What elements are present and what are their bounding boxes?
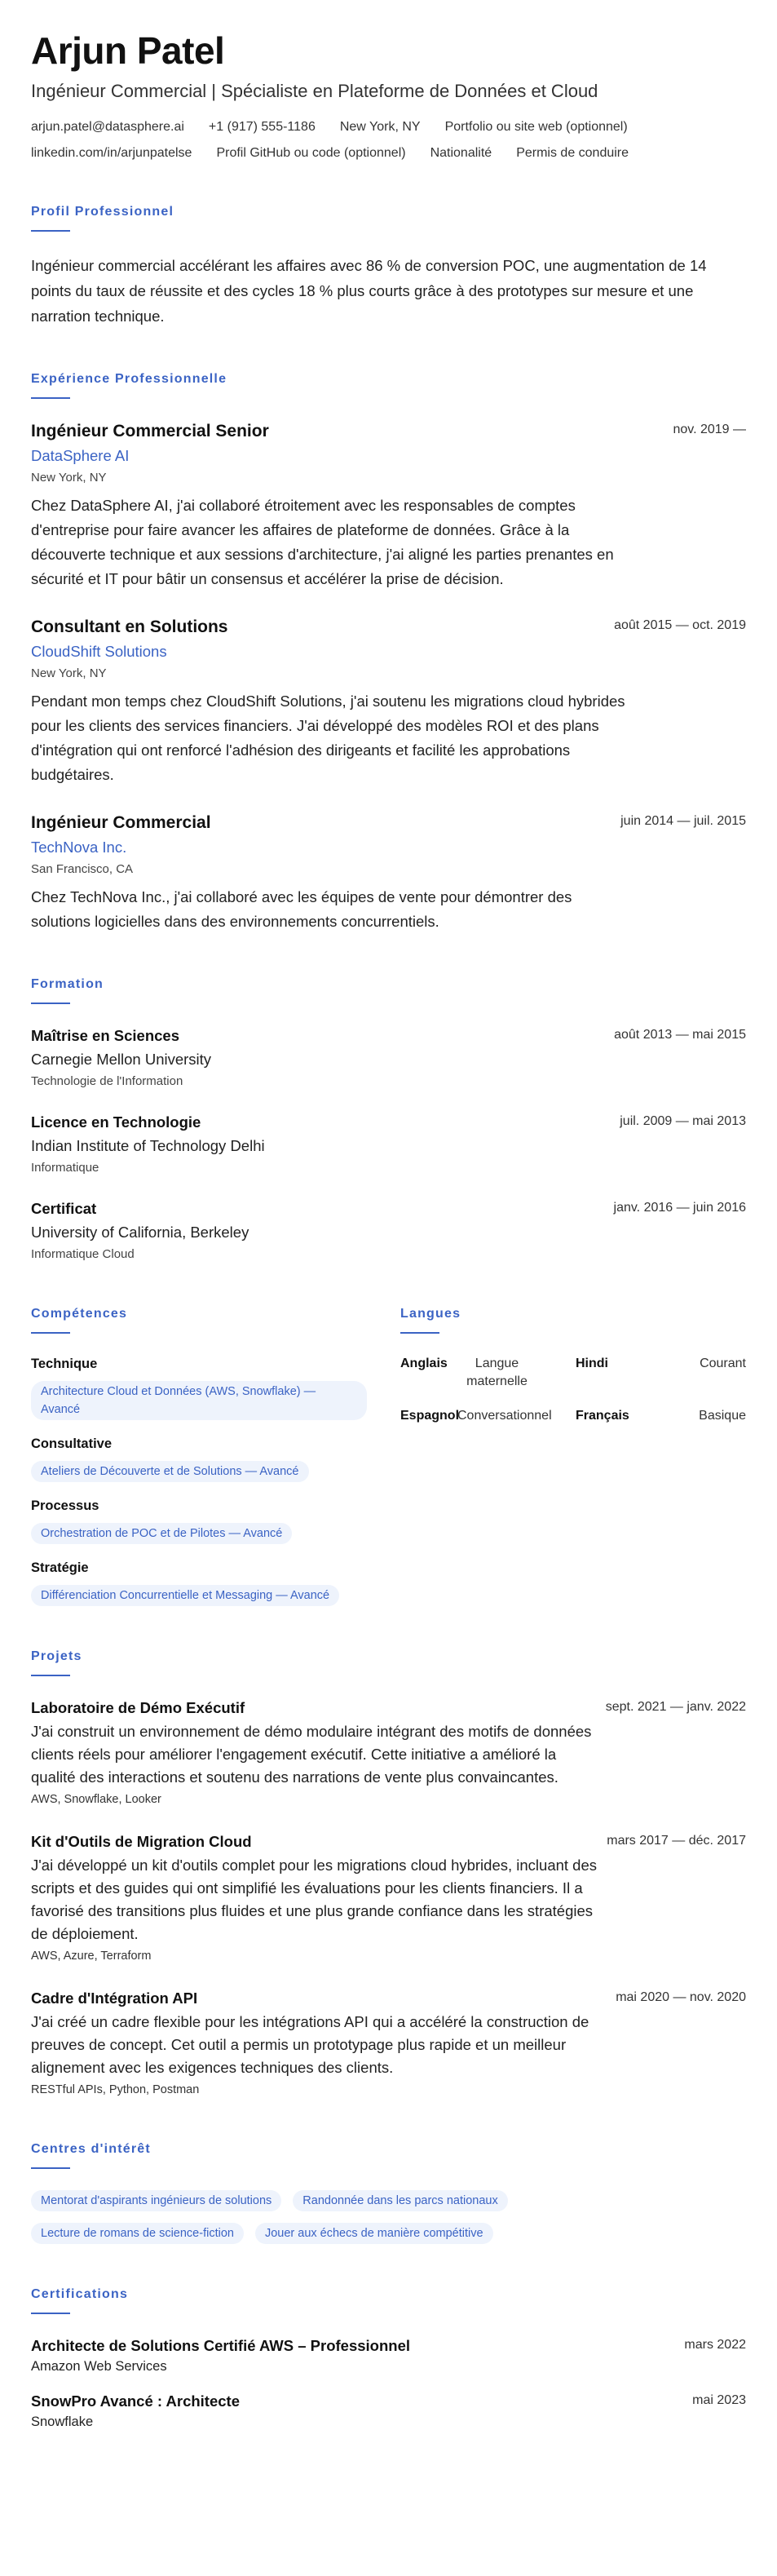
skill-category: Processus xyxy=(31,1498,99,1513)
skill-pill: Ateliers de Découverte et de Solutions — Avancé xyxy=(31,1461,309,1482)
language-level: Conversationnel xyxy=(457,1409,552,1423)
project-title: Laboratoire de Démo Exécutif xyxy=(31,1699,245,1716)
contact-phone[interactable]: +1 (917) 555-1186 xyxy=(208,120,316,134)
section-divider xyxy=(31,2167,70,2169)
certification-entry xyxy=(31,2391,746,2432)
interest-pill: Randonnée dans les parcs nationaux xyxy=(293,2190,507,2211)
education-dates: juil. 2009 — mai 2013 xyxy=(620,1114,746,1128)
summary-text: Ingénieur commercial accélérant les affaires avec 86 % de conversion POC, une augmentation de 14 points du taux de réussite et des cycles 18 % plus courts grâce à des prototypes sur mesure et une narration technique. xyxy=(31,257,707,325)
interest-pill: Jouer aux échecs de manière compétitive xyxy=(255,2223,493,2244)
job-title: Ingénieur Commercial xyxy=(31,813,211,832)
certification-issuer: Amazon Web Services xyxy=(31,2359,167,2374)
skill-group xyxy=(31,1497,400,1544)
job-dates: nov. 2019 — xyxy=(673,423,746,436)
project-dates: mars 2017 — déc. 2017 xyxy=(607,1834,746,1848)
education-entry xyxy=(31,1025,746,1091)
education-section xyxy=(31,976,746,1264)
certification-entry xyxy=(31,2335,746,2376)
candidate-name: Arjun Patel xyxy=(31,29,225,72)
skill-group xyxy=(31,1559,400,1606)
certification-issuer: Snowflake xyxy=(31,2414,94,2429)
job-title: Consultant en Solutions xyxy=(31,617,228,636)
language-name: Français xyxy=(576,1409,629,1423)
certifications-section xyxy=(31,2286,746,2432)
section-title: Langues xyxy=(400,1307,461,1321)
skill-pill: Architecture Cloud et Données (AWS, Snowflake) — Avancé xyxy=(31,1381,367,1420)
education-dates: août 2013 — mai 2015 xyxy=(614,1028,746,1042)
section-divider xyxy=(400,1332,439,1334)
certification-name: Architecte de Solutions Certifié AWS – Professionnel xyxy=(31,2337,410,2354)
experience-entry xyxy=(31,420,746,591)
job-description: Chez TechNova Inc., j'ai collaboré avec les équipes de vente pour démontrer des solutions logicielles dans des environnements concurrentiels. xyxy=(31,888,572,930)
resume-header xyxy=(31,29,746,162)
skill-pill: Orchestration de POC et de Pilotes — Avancé xyxy=(31,1523,292,1544)
contact-portfolio[interactable]: Portfolio ou site web (optionnel) xyxy=(444,120,628,134)
experience-section xyxy=(31,371,746,934)
study-field: Informatique xyxy=(31,1161,99,1175)
project-description: J'ai construit un environnement de démo modulaire intégrant des motifs de données clients réels pour améliorer l'engagement exécutif. Cette initiative a amélioré la qualité des interactions et soutenu des narrations de vente plus convaincantes. xyxy=(31,1723,592,1786)
job-description: Pendant mon temps chez CloudShift Solutions, j'ai soutenu les migrations cloud hybrides pour les clients des services financiers. J'ai développé des modèles ROI et des plans d'intégration qui ont renforcé l'adhésion des dirigeants et facilité les approbations budgétaires. xyxy=(31,693,625,783)
job-dates: août 2015 — oct. 2019 xyxy=(614,618,746,632)
study-field: Informatique Cloud xyxy=(31,1247,135,1261)
skill-pill: Différenciation Concurrentielle et Messaging — Avancé xyxy=(31,1585,339,1606)
section-title: Projets xyxy=(31,1649,82,1663)
section-title: Formation xyxy=(31,977,104,991)
job-description: Chez DataSphere AI, j'ai collaboré étroitement avec les responsables de comptes d'entreprise pour faire avancer les affaires de plateforme de données. Grâce à la découverte technique et aux sessions d'architecture, j'ai aligné les parties prenantes en sécurité et IT pour bâtir un consensus et accélérer la prise de décision. xyxy=(31,497,614,587)
company-name: CloudShift Solutions xyxy=(31,643,167,660)
section-divider xyxy=(31,1332,70,1334)
interest-pill: Lecture de romans de science-fiction xyxy=(31,2223,244,2244)
certification-name: SnowPro Avancé : Architecte xyxy=(31,2392,240,2410)
project-description: J'ai développé un kit d'outils complet pour les migrations cloud hybrides, incluant des scripts et des guides qui ont simplifié les évaluations pour les clients financiers. Il a favorisé des transitions plus fluides et une plus grande confiance dans les stratégies de déploiement. xyxy=(31,1857,598,1942)
degree-title: Licence en Technologie xyxy=(31,1113,201,1131)
skills-languages-section xyxy=(31,1306,746,1606)
contact-linkedin[interactable]: linkedin.com/in/arjunpatelse xyxy=(31,146,192,160)
degree-title: Maîtrise en Sciences xyxy=(31,1027,180,1044)
summary-section xyxy=(31,204,746,329)
section-title: Compétences xyxy=(31,1307,128,1321)
interest-list xyxy=(31,2190,553,2255)
company-name: TechNova Inc. xyxy=(31,839,127,856)
skills-column xyxy=(31,1306,400,1606)
section-divider xyxy=(31,1003,70,1004)
certification-date: mai 2023 xyxy=(692,2393,746,2407)
language-name: Espagnol xyxy=(400,1409,460,1423)
projects-section xyxy=(31,1649,746,2099)
section-divider xyxy=(31,397,70,399)
candidate-headline: Ingénieur Commercial | Spécialiste en Plateforme de Données et Cloud xyxy=(31,81,598,101)
job-location: San Francisco, CA xyxy=(31,862,134,876)
education-entry xyxy=(31,1112,746,1177)
job-location: New York, NY xyxy=(31,666,107,680)
project-title: Kit d'Outils de Migration Cloud xyxy=(31,1833,252,1850)
section-title: Certifications xyxy=(31,2287,129,2301)
certification-date: mars 2022 xyxy=(684,2338,746,2352)
contact-row-primary xyxy=(31,119,746,135)
language-name: Anglais xyxy=(400,1357,448,1370)
education-dates: janv. 2016 — juin 2016 xyxy=(613,1201,746,1215)
languages-column xyxy=(400,1306,746,1606)
school-name: University of California, Berkeley xyxy=(31,1224,249,1241)
contact-row-secondary xyxy=(31,145,746,162)
skill-group xyxy=(31,1355,400,1420)
section-title: Profil Professionnel xyxy=(31,205,174,219)
language-level: Langue maternelle xyxy=(466,1357,528,1388)
section-divider xyxy=(31,2313,70,2314)
company-name: DataSphere AI xyxy=(31,447,130,464)
languages-grid xyxy=(400,1355,746,1425)
interests-section xyxy=(31,2141,746,2255)
contact-license: Permis de conduire xyxy=(516,146,629,160)
job-title: Ingénieur Commercial Senior xyxy=(31,422,269,440)
contact-email[interactable]: arjun.patel@datasphere.ai xyxy=(31,120,184,134)
project-entry xyxy=(31,1988,746,2099)
project-technologies: RESTful APIs, Python, Postman xyxy=(31,2083,200,2096)
skill-category: Technique xyxy=(31,1357,98,1371)
project-description: J'ai créé un cadre flexible pour les intégrations API qui a accéléré la construction de preuves de concept. Cet outil a permis un prototypage plus rapide et un meilleur alignement avec les exigences techniques des clients. xyxy=(31,2013,589,2076)
school-name: Indian Institute of Technology Delhi xyxy=(31,1137,265,1154)
contact-nationality: Nationalité xyxy=(430,146,492,160)
project-dates: sept. 2021 — janv. 2022 xyxy=(605,1700,746,1714)
project-entry xyxy=(31,1831,746,1965)
section-title: Expérience Professionnelle xyxy=(31,372,227,386)
project-dates: mai 2020 — nov. 2020 xyxy=(616,1990,746,2004)
study-field: Technologie de l'Information xyxy=(31,1074,183,1088)
education-entry xyxy=(31,1198,746,1264)
project-technologies: AWS, Azure, Terraform xyxy=(31,1950,152,1963)
project-entry xyxy=(31,1697,746,1808)
skill-category: Consultative xyxy=(31,1436,113,1451)
skill-group xyxy=(31,1435,400,1482)
job-dates: juin 2014 — juil. 2015 xyxy=(620,814,746,828)
language-name: Hindi xyxy=(576,1357,608,1370)
experience-entry xyxy=(31,812,746,934)
skill-category: Stratégie xyxy=(31,1560,89,1575)
contact-github[interactable]: Profil GitHub ou code (optionnel) xyxy=(216,146,406,160)
project-title: Cadre d'Intégration API xyxy=(31,1990,198,2007)
language-level: Courant xyxy=(700,1357,746,1370)
contact-location: New York, NY xyxy=(339,120,421,134)
section-divider xyxy=(31,230,70,232)
interest-pill: Mentorat d'aspirants ingénieurs de solutions xyxy=(31,2190,281,2211)
degree-title: Certificat xyxy=(31,1200,97,1217)
job-location: New York, NY xyxy=(31,471,107,485)
project-technologies: AWS, Snowflake, Looker xyxy=(31,1793,161,1806)
section-divider xyxy=(31,1675,70,1676)
experience-entry xyxy=(31,616,746,787)
language-level: Basique xyxy=(699,1409,746,1423)
section-title: Centres d'intérêt xyxy=(31,2142,151,2156)
school-name: Carnegie Mellon University xyxy=(31,1051,212,1068)
